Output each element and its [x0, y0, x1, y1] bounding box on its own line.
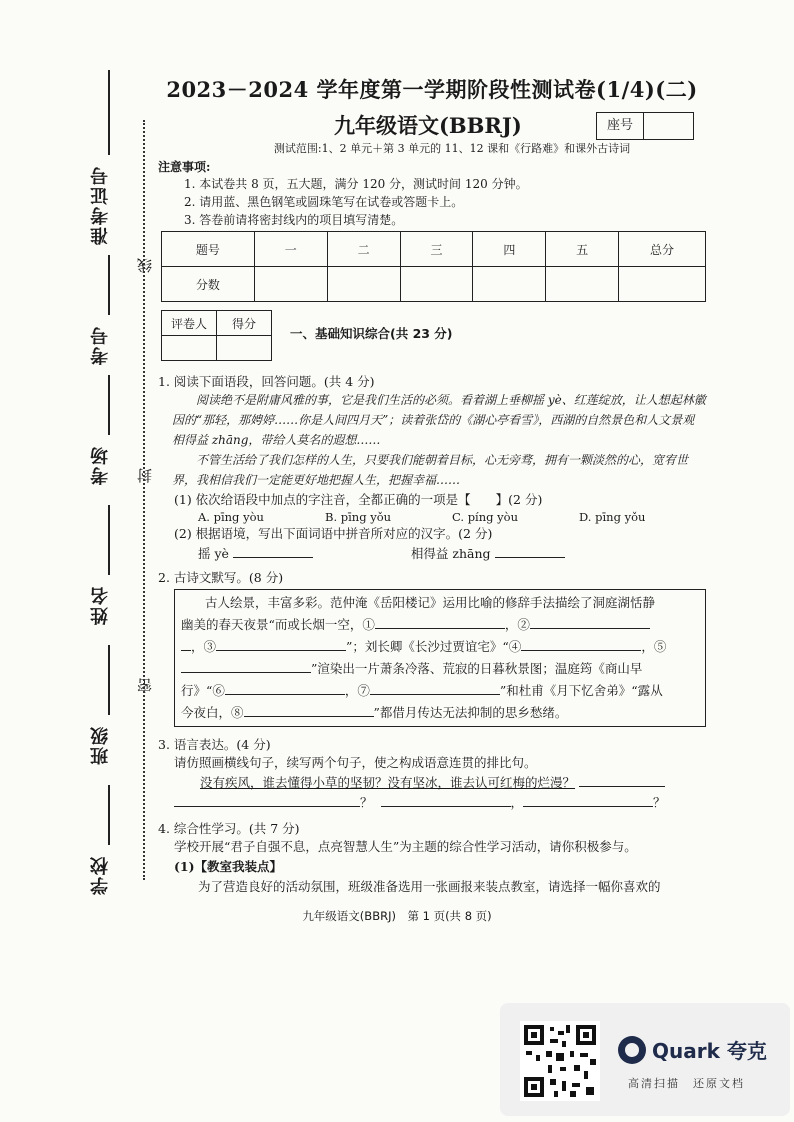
seat-input[interactable] — [644, 113, 693, 139]
reviewer-cell[interactable] — [162, 336, 217, 361]
school-line — [108, 785, 110, 845]
q4-sub1-text: 为了营造良好的活动氛围，班级准备选用一张画报来装点教室，请选择一幅你喜欢的 — [198, 879, 661, 894]
q2-line-2: 幽美的春天夜景“而或长烟一空，① ，② — [181, 614, 699, 636]
score-value-row — [162, 267, 706, 302]
q1-passage-2: 不管生活给了我们怎样的人生，只要我们能朝着目标，心无旁骛，拥有一颗淡然的心，宽宥世界，我相信我们一定能更好地把握人生，把握幸福…… — [172, 453, 689, 487]
blank-2-label: 相得益 zhāng — [410, 546, 491, 561]
seat-label: 座号 — [597, 113, 644, 139]
quark-tagline: 高清扫描 还原文档 — [628, 1077, 745, 1090]
score-row-label: 分数 — [162, 267, 255, 302]
q2-poem-box — [174, 589, 706, 727]
q4-intro: 学校开展“君子自强不息，点亮智慧人生”为主题的综合性学习活动，请你积极参与。 — [174, 839, 637, 854]
q3-heading: 3. 语言表达。(4 分) — [158, 737, 271, 752]
q3-example-row — [200, 773, 706, 793]
score-cell[interactable] — [619, 267, 706, 302]
blank-poem-2[interactable] — [530, 628, 650, 629]
seat-number-box — [596, 112, 694, 140]
grader-block — [158, 310, 706, 368]
q1-blanks — [198, 544, 706, 564]
score-header: 四 — [473, 232, 546, 267]
qr-code — [520, 1021, 600, 1101]
q2-line-5: 行》“⑥ ，⑦ ”和杜甫《月下忆舍弟》“露从 — [181, 683, 663, 698]
blank-poem-8[interactable] — [244, 716, 374, 717]
blank-poem-4[interactable] — [521, 650, 641, 651]
exam-no-line — [108, 70, 110, 155]
q1-sub2: (2) 根据语境，写出下面词语中拼音所对应的汉字。(2 分) — [174, 526, 493, 541]
q3-blank-3[interactable] — [381, 806, 511, 807]
quark-brand-name: Quark 夸克 — [652, 1039, 767, 1063]
qr-code-graphic — [520, 1021, 600, 1101]
option-b[interactable]: B. pīng yǒu — [325, 510, 392, 524]
score-cell[interactable] — [254, 267, 327, 302]
score-cell[interactable] — [217, 336, 272, 361]
q1-heading: 1. 阅读下面语段，回答问题。(共 4 分) — [158, 374, 375, 389]
q3-prompt: 请仿照画横线句子，续写两个句子，使之构成语意连贯的排比句。 — [174, 755, 537, 770]
score-cell[interactable] — [473, 267, 546, 302]
reviewer-label: 评卷人 — [162, 311, 217, 336]
blank-poem-6[interactable] — [225, 694, 345, 695]
q3-blank-1[interactable] — [579, 786, 665, 787]
score-cell[interactable] — [327, 267, 400, 302]
q1-options — [198, 510, 706, 524]
seal-mi: 密 — [136, 678, 154, 693]
note-item: 3. 答卷前请将密封线内的项目填写清楚。 — [184, 213, 404, 227]
blank-poem-5[interactable] — [181, 672, 311, 673]
score-cell[interactable] — [546, 267, 619, 302]
q3-example: 没有疾风，谁去懂得小草的坚韧？没有坚冰，谁去认可红梅的烂漫？ — [200, 775, 576, 790]
room-no-label: 考号 — [90, 325, 111, 365]
q1-sub1: (1) 依次给语段中加点的字注音，全都正确的一项是【 】(2 分) — [174, 492, 543, 507]
q2-line-3: ，③ ”；刘长卿《长沙过贾谊宅》“④ ，⑤ — [181, 636, 699, 658]
score-table — [161, 231, 706, 302]
q2-line-6: 今夜白，⑧ ”都借月传达无法抑制的思乡愁绪。 — [181, 705, 568, 720]
q2-heading: 2. 古诗文默写。(8 分) — [158, 570, 284, 585]
exam-no-label: 准考证号 — [90, 165, 111, 245]
binding-strip — [0, 0, 154, 1122]
exam-subtitle: 九年级语文(BBRJ) — [334, 113, 522, 138]
q3-blank-4[interactable] — [523, 806, 653, 807]
room-label: 考场 — [90, 445, 111, 485]
q2-line-1: 古人绘景，丰富多彩。范仲淹《岳阳楼记》运用比喻的修辞手法描绘了洞庭湖恬静 — [205, 595, 656, 610]
blank-2[interactable] — [495, 557, 565, 558]
score-label: 得分 — [217, 311, 272, 336]
page-footer: 九年级语文(BBRJ) 第 1 页(共 8 页) — [302, 909, 492, 923]
blank-poem-1[interactable] — [375, 628, 505, 629]
note-item: 1. 本试卷共 8 页，五大题，满分 120 分，测试时间 120 分钟。 — [184, 177, 528, 191]
score-header-row — [162, 232, 706, 267]
name-line — [108, 505, 110, 575]
score-header: 题号 — [162, 232, 255, 267]
test-scope: 测试范围:1、2 单元＋第 3 单元的 11、12 课和《行路难》和课外古诗词 — [273, 142, 631, 155]
blank-1-label: 摇 yè — [198, 546, 229, 561]
school-label: 学校 — [90, 855, 111, 895]
section-1-title: 一、基础知识综合(共 23 分) — [290, 326, 453, 341]
blank-poem-7[interactable] — [370, 694, 500, 695]
quark-brand — [618, 1035, 767, 1064]
class-line — [108, 645, 110, 715]
score-header: 三 — [400, 232, 473, 267]
class-label: 班级 — [90, 725, 111, 765]
q4-heading: 4. 综合性学习。(共 7 分) — [158, 821, 300, 836]
exam-page — [158, 70, 706, 897]
quark-watermark — [500, 1003, 790, 1116]
notes-heading: 注意事项: — [158, 160, 211, 174]
score-cell[interactable] — [400, 267, 473, 302]
q2-line-4: ”渲染出一片萧条冷落、荒寂的日暮秋景图；温庭筠《商山早 — [181, 658, 699, 680]
q4-sub1: (1)【教室我装点】 — [174, 859, 283, 874]
option-c[interactable]: C. píng yòu — [452, 510, 518, 524]
note-item: 2. 请用蓝、黑色钢笔或圆珠笔写在试卷或答题卡上。 — [184, 195, 464, 209]
seal-xian: 线 — [136, 258, 154, 273]
name-label: 姓名 — [90, 585, 111, 625]
option-d[interactable]: D. pīng yǒu — [579, 510, 646, 524]
quark-logo-icon — [618, 1036, 646, 1064]
room-line — [108, 375, 110, 435]
score-header: 二 — [327, 232, 400, 267]
score-header: 五 — [546, 232, 619, 267]
room-no-line — [108, 255, 110, 315]
q1-passage-1: 阅读绝不是附庸风雅的事，它是我们生活的必须。看着湖上垂柳摇 yè、红莲绽放，让人想起林徽因的“那轻，那娉婷……你是人间四月天”；读着张岱的《湖心亭看雪》，西湖的自然景色和人文景观相得益 zhāng，带给人莫名的遐想…… — [172, 393, 706, 447]
exam-title: 2023－2024 学年度第一学期阶段性测试卷(1/4)(二) — [166, 77, 698, 102]
blank-poem-3[interactable] — [216, 650, 346, 651]
blank-1[interactable] — [233, 557, 313, 558]
seal-dotted-line — [143, 120, 145, 880]
option-a[interactable]: A. pīng yòu — [198, 510, 264, 524]
seal-feng: 封 — [136, 468, 154, 483]
score-header: 总分 — [619, 232, 706, 267]
score-header: 一 — [254, 232, 327, 267]
grader-table — [161, 310, 272, 361]
q3-answer-row: ？ ， ？ — [174, 793, 706, 813]
q3-blank-2[interactable] — [174, 806, 360, 807]
